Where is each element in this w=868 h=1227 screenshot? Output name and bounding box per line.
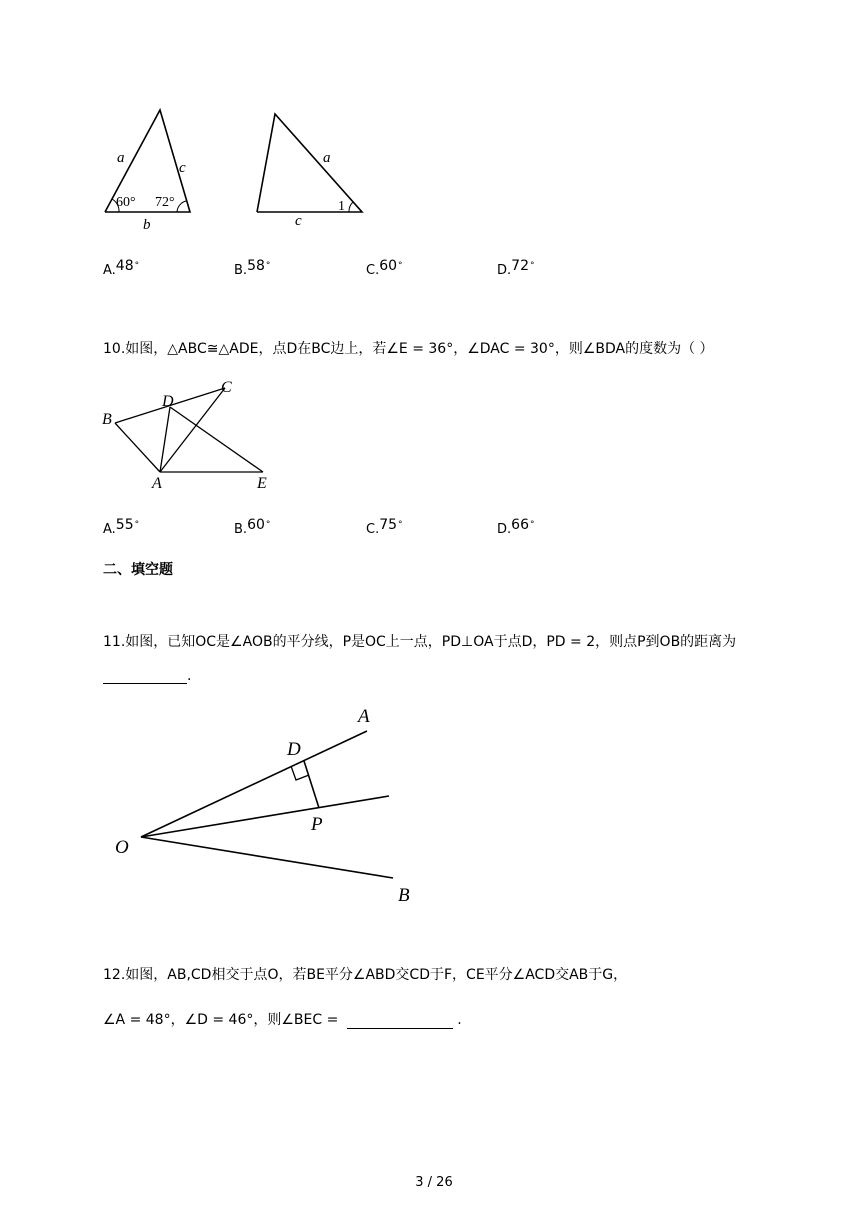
option-letter: D. (497, 522, 512, 537)
q12-condition: ∠A = 48°，∠D = 46°，则∠BEC = (103, 1012, 339, 1028)
page-number: 3 / 26 (415, 1175, 453, 1190)
q11-label-d: D (287, 739, 301, 760)
q10-stem: 10.如图，△ABC≅△ADE，点D在BC边上，若∠E = 36°，∠DAC = 30°，则∠BDA的度数为（ ） (103, 341, 714, 357)
q9-option-b (234, 258, 271, 278)
option-value: 72 (511, 258, 529, 274)
option-value: 55 (115, 517, 134, 533)
q9-triangle-1 (105, 110, 190, 233)
q9-fig1-side-b: b (143, 217, 151, 233)
q9-figure (95, 100, 375, 235)
option-letter: C. (366, 263, 380, 278)
option-letter: C. (366, 522, 380, 537)
q11-figure (108, 700, 428, 910)
q9-fig1-side-a: a (117, 150, 125, 166)
q10-option-a (103, 517, 140, 537)
option-unit: ° (134, 261, 140, 271)
option-unit: ° (398, 261, 403, 271)
section-heading: 二、填空题 (103, 562, 173, 578)
option-unit: ° (398, 520, 403, 530)
option-unit: ° (134, 520, 140, 530)
q10-label-e: E (257, 475, 267, 492)
q12-line-1: 12.如图，AB,CD相交于点O，若BE平分∠ABD交CD于F，CE平分∠ACD交AB于G， (103, 967, 628, 983)
q10-figure (98, 375, 288, 495)
q9-fig2-side-a: a (323, 150, 331, 166)
q10-label-c: C (221, 379, 232, 396)
option-letter: D. (497, 263, 512, 278)
q9-option-a (103, 258, 140, 278)
q9-option-d (497, 258, 535, 278)
option-unit: ° (529, 261, 535, 271)
q12-blank[interactable] (347, 1014, 453, 1029)
q9-fig2-side-c: c (295, 213, 302, 229)
q9-fig2-angle-1: 1 (338, 199, 345, 214)
q10-label-a: A (152, 475, 162, 492)
q10-option-d (497, 517, 535, 537)
option-unit: ° (265, 261, 271, 271)
q9-fig1-side-c: c (179, 160, 186, 176)
q12-line-2 (103, 1009, 462, 1029)
option-letter: A. (103, 522, 116, 537)
q9-option-c (366, 258, 403, 278)
q11-blank[interactable] (103, 669, 187, 684)
option-value: 66 (511, 517, 529, 533)
q11-label-o: O (115, 837, 129, 858)
q12-tail: . (457, 1012, 462, 1028)
option-value: 60 (247, 517, 265, 533)
option-letter: A. (103, 263, 116, 278)
q9-fig1-angle-72: 72° (155, 195, 175, 210)
q11-label-a: A (358, 706, 370, 727)
q9-fig1-angle-60: 60° (116, 195, 136, 210)
option-letter: B. (234, 522, 248, 537)
q11-stem: 11.如图，已知OC是∠AOB的平分线，P是OC上一点，PD⊥OA于点D，PD = 2，则点P到OB的距离为 (103, 634, 737, 650)
q11-answer-line (103, 668, 191, 684)
option-value: 60 (379, 258, 398, 274)
option-unit: ° (529, 520, 535, 530)
q10-option-b (234, 517, 271, 537)
q11-label-b: B (398, 885, 410, 906)
q9-triangle-2 (257, 114, 362, 229)
option-value: 48 (115, 258, 134, 274)
q11-label-p: P (311, 814, 323, 835)
q11-tail: . (187, 668, 192, 684)
option-value: 75 (379, 517, 398, 533)
option-letter: B. (234, 263, 248, 278)
option-value: 58 (247, 258, 265, 274)
q10-option-c (366, 517, 403, 537)
option-unit: ° (265, 520, 271, 530)
q10-label-b: B (102, 411, 112, 428)
q10-label-d: D (162, 393, 174, 410)
